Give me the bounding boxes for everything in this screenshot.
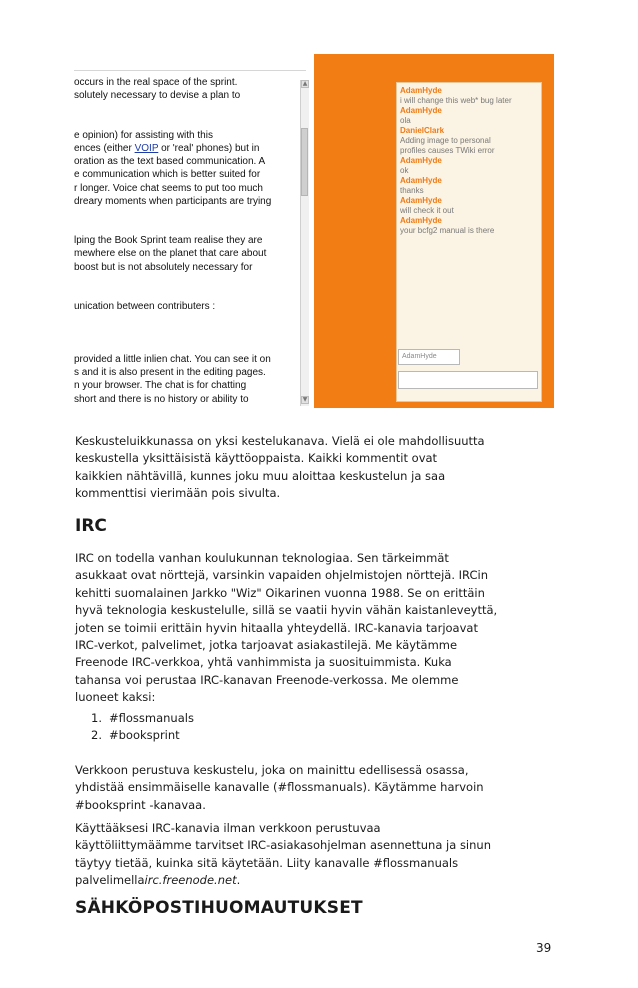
text-fragment: . [236, 873, 241, 888]
text-line: Freenode IRC-verkkoa, yhtä vanhimmista ja suosituimmista. Kuka [75, 655, 452, 670]
editor-text-line: mewhere else on the planet that care about [74, 248, 267, 260]
text-line: luoneet kaksi: [75, 690, 156, 705]
list-item [75, 710, 475, 727]
text-line: asukkaat ovat nörttejä, varsinkin vapaiden ohjelmistojen nörttejä. IRCin [75, 568, 488, 583]
editor-text-line [74, 208, 298, 221]
list-text: #flossmanuals [109, 711, 194, 725]
text-line: kehitti suomalainen Jarkko "Wiz" Oikarinen vuonna 1988. Se on erittäin [75, 585, 485, 600]
editor-text-line [74, 142, 298, 155]
heading-irc: IRC [75, 516, 107, 536]
editor-text-line: n your browser. The chat is for chatting [74, 380, 247, 392]
text-line: kaikkien nähtävillä, kunnes joku muu aloittaa keskustelun ja saa [75, 468, 446, 483]
text-line: Käyttääksesi IRC-kanavia ilman verkkoon perustuvaa [75, 821, 381, 835]
chat-username: AdamHyde [400, 156, 442, 165]
text-fragment: palvelimella [75, 873, 145, 888]
editor-text-line: dreary moments when participants are trying [74, 195, 272, 207]
scroll-up-arrow-icon[interactable]: ▲ [302, 80, 308, 87]
editor-text-line: s and it is also present in the editing pages. [74, 367, 266, 379]
embedded-screenshot [74, 54, 554, 408]
editor-text-line: e communication which is better suited for [74, 169, 261, 181]
chat-message: Adding image to personal [400, 136, 491, 145]
chat-username: AdamHyde [400, 106, 442, 115]
list-number: 2. [91, 728, 102, 743]
editor-text-line: solutely necessary to devise a plan to [74, 90, 241, 102]
paragraph-irc-intro [75, 550, 498, 707]
list-number: 1. [91, 711, 102, 725]
editor-text-line: lping the Book Sprint team realise they are [74, 235, 263, 247]
editor-text-line [74, 116, 298, 129]
chat-message: will check it out [400, 206, 454, 215]
server-address: irc.freenode.net [144, 873, 237, 888]
heading-email-notifications: SÄHKÖPOSTIHUOMAUTUKSET [75, 898, 363, 918]
editor-scrollbar[interactable] [300, 80, 309, 406]
channel-list [75, 710, 475, 745]
paragraph-chat-window [75, 433, 495, 503]
text-line: hyvä teknologia keskustelulle, sillä se vaatii hyvin vähän kaistanleveyttä, [75, 603, 498, 618]
editor-text-line [74, 340, 298, 353]
list-item [75, 727, 475, 744]
chat-message: your bcfg2 manual is there [400, 226, 495, 235]
text-line: täytyy tietää, kuinka sitä käytetään. Liity kanavalle #flossmanuals [75, 855, 459, 870]
chat-log [397, 83, 541, 236]
editor-text-line [74, 274, 298, 287]
text-line: tahansa voi perustaa IRC-kanavan Freenode-verkossa. Me olemme [75, 672, 459, 687]
editor-text-line [74, 327, 298, 340]
editor-text-line: occurs in the real space of the sprint. [74, 77, 238, 88]
editor-text-line: r longer. Voice chat seems to put too much [74, 182, 263, 194]
text-line: IRC on todella vanhan koulukunnan teknologiaa. Sen tärkeimmät [75, 551, 449, 565]
editor-text-line: short and there is no history or ability to [74, 393, 249, 405]
editor-text-line [74, 313, 298, 326]
text-line: joten se toimii erittäin hyvin hitaalla yhteydellä. IRC-kanavia tarjoavat [75, 620, 478, 635]
editor-text-line [74, 221, 298, 234]
chat-nick-field[interactable]: AdamHyde [398, 349, 460, 365]
editor-text-line: oration as the text based communication. A [74, 156, 266, 168]
chat-message: profiles causes TWiki error [400, 146, 495, 155]
scroll-down-arrow-icon[interactable]: ▼ [302, 396, 308, 403]
editor-text-line: unication between contributers : [74, 301, 216, 313]
editor-text-fragment: ences (either [74, 142, 135, 154]
text-line: #booksprint -kanavaa. [75, 797, 206, 812]
paragraph-web-chat [75, 762, 495, 814]
chat-message: i will change this web* bug later [400, 96, 512, 105]
scroll-thumb[interactable] [301, 128, 308, 196]
text-line: yhdistää ensimmäiselle kanavalle (#flossmanuals). Käytämme harvoin [75, 780, 484, 795]
text-line: Verkkoon perustuva keskustelu, joka on mainittu edellisessä osassa, [75, 763, 469, 777]
chat-message: thanks [400, 186, 424, 195]
editor-text-line [74, 102, 298, 115]
text-line: IRC-verkot, palvelimet, jotka tarjoavat asiakastilejä. Me käytämme [75, 638, 458, 653]
text-line-server [75, 872, 495, 889]
voip-link[interactable]: VOIP [134, 142, 159, 154]
paragraph-irc-client [75, 820, 495, 890]
chat-username: AdamHyde [400, 176, 442, 185]
chat-username: AdamHyde [400, 86, 442, 95]
chat-message: ok [400, 166, 409, 175]
list-text: #booksprint [109, 728, 180, 743]
page-number: 39 [536, 941, 552, 955]
editor-text-line: provided a little inlien chat. You can see it on [74, 353, 271, 365]
editor-text-line [74, 287, 298, 300]
editor-text-line: e opinion) for assisting with this [74, 129, 213, 141]
text-line: keskustella yksittäisistä käyttöoppaista. Kaikki kommentit ovat [75, 451, 438, 466]
chat-message-input[interactable] [398, 371, 538, 389]
editor-text-line: boost but is not absolutely necessary for [74, 261, 253, 273]
chat-username: AdamHyde [400, 216, 442, 225]
chat-panel [396, 82, 542, 402]
chat-message: ola [400, 116, 411, 125]
editor-text [74, 76, 298, 406]
text-line: Keskusteluikkunassa on yksi kestelukanava. Vielä ei ole mahdollisuutta [75, 434, 485, 448]
chat-username: AdamHyde [400, 196, 442, 205]
editor-text-fragment: or 'real' phones) but in [158, 142, 260, 154]
text-line: kommenttisi vierimään pois sivulta. [75, 486, 281, 501]
text-line: käyttöliittymäämme tarvitset IRC-asiakasohjelman asennettuna ja sinun [75, 838, 491, 853]
chat-username: DanielClark [400, 126, 445, 135]
editor-top-border [74, 54, 306, 71]
